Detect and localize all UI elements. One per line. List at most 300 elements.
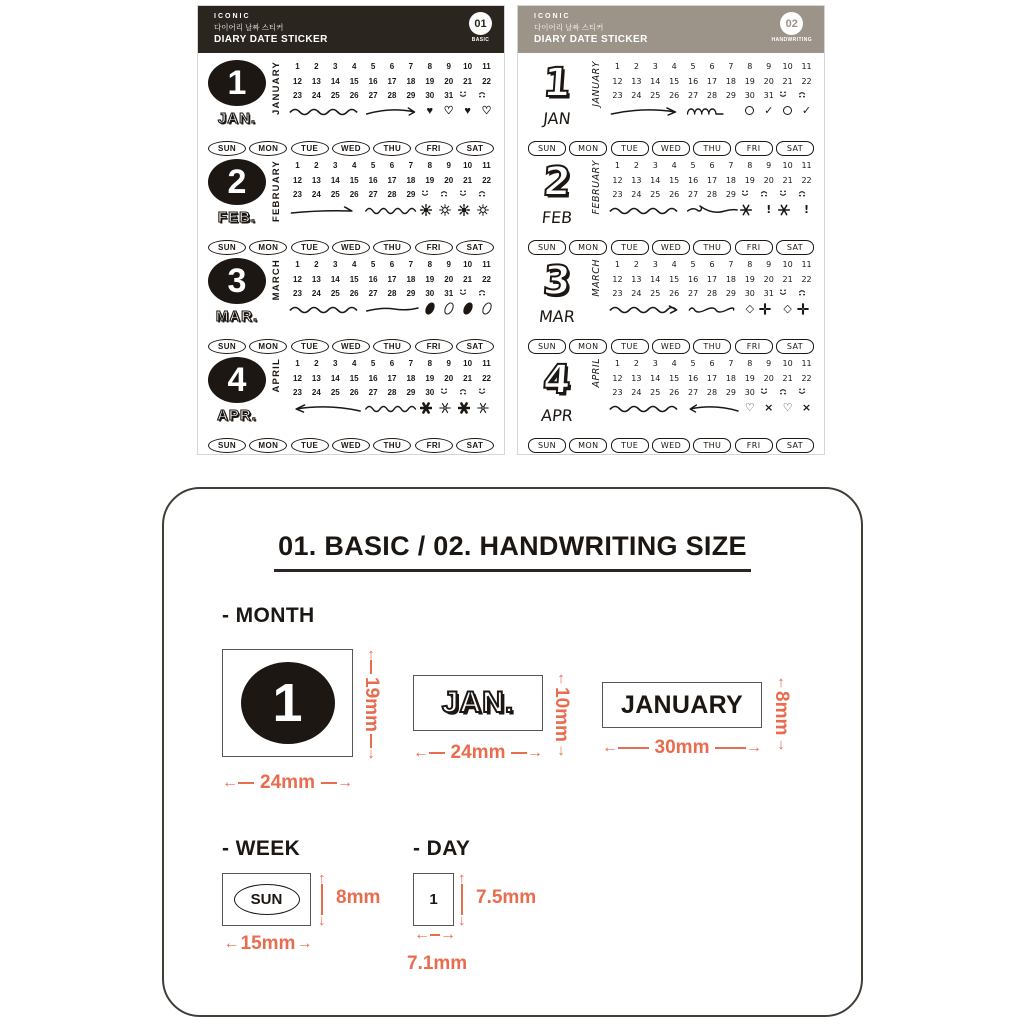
month-name-vertical (268, 356, 285, 432)
date-cell: 15 (669, 274, 680, 284)
month-block-april (206, 353, 496, 452)
date-cell: 7 (408, 359, 414, 368)
date-cell: 25 (650, 91, 661, 100)
dates-area (285, 257, 496, 333)
face-mark-icon (458, 189, 477, 201)
month-numeral-sticker: 3 (208, 258, 266, 304)
date-cell: 29 (725, 91, 736, 100)
date-cell: 5 (690, 62, 696, 71)
date-cell: 22 (801, 175, 812, 185)
date-cell: 26 (349, 289, 359, 298)
face-mark-icon (420, 189, 439, 201)
heart-filled-icon: ♥ (426, 104, 434, 117)
face-mark-icon (778, 90, 788, 99)
date-cell: 12 (612, 274, 623, 284)
date-cell: 30 (744, 388, 755, 397)
date-cell: 19 (744, 76, 755, 86)
asterisk-icon (778, 204, 790, 216)
sheet-header-basic (198, 6, 504, 53)
month-block-february (206, 155, 496, 254)
face-mark-icon (477, 90, 496, 102)
date-cell: 13 (311, 274, 321, 284)
weekday-row (526, 141, 816, 156)
date-cell: 17 (387, 274, 397, 284)
weekday-oval-fri: FRI (735, 240, 773, 255)
date-cell: 11 (801, 62, 812, 71)
month-abbr-sticker: MAR (538, 307, 576, 326)
month-name-text: FEBRUARY (271, 160, 282, 223)
arrow-right-icon: → (337, 774, 354, 791)
abbr-width-label: 24mm (450, 742, 506, 763)
month-name-text: MARCH (271, 259, 282, 301)
weekday-oval-thu: THU (373, 438, 411, 453)
brand-text: ICONIC (534, 13, 571, 20)
months-area-basic (198, 53, 504, 452)
date-cell: 16 (368, 175, 378, 185)
date-cell: 23 (612, 388, 623, 397)
month-numeral-sticker: 2 (541, 159, 573, 205)
date-cell: 10 (782, 161, 793, 170)
sparkle-icon (797, 303, 816, 315)
arrow-right-icon: → (296, 935, 313, 952)
date-cell: 23 (293, 289, 302, 298)
month-name-text: JANUARY (591, 61, 602, 107)
face-mark-icon (797, 189, 816, 201)
weekday-oval-thu: THU (373, 141, 411, 156)
date-cell: 8 (747, 359, 753, 368)
date-cell: 4 (351, 161, 357, 170)
asterisk-icon (740, 204, 752, 216)
date-cell: 20 (444, 175, 454, 185)
date-cell: 17 (706, 175, 718, 185)
date-cell: 12 (293, 274, 302, 284)
dates-grid (608, 61, 816, 102)
face-mark-icon (458, 387, 477, 399)
date-cell: 21 (463, 175, 473, 185)
flower-filled-icon (458, 402, 477, 414)
flower-filled-icon (420, 402, 439, 414)
date-cell: 31 (444, 91, 454, 100)
date-cell: 7 (728, 161, 734, 170)
month-block-march (526, 254, 816, 353)
date-cell: 24 (311, 388, 321, 397)
face-mark-icon (759, 189, 778, 201)
panel-title-wrap (164, 531, 861, 572)
weekday-oval-mon: MON (249, 438, 287, 453)
date-cell: 11 (482, 62, 491, 71)
date-cell: 15 (349, 274, 359, 284)
sun-filled-icon (420, 204, 439, 216)
date-cell: 18 (406, 373, 416, 383)
exclaim-icon: ! (804, 202, 810, 216)
date-cell: 8 (427, 260, 433, 269)
month-block-march (206, 254, 496, 353)
date-cell: 15 (669, 76, 680, 86)
flower-outline-icon (439, 402, 458, 414)
date-cell: 8 (427, 161, 433, 170)
diamond-icon: ◇ (783, 301, 792, 315)
date-cell: 6 (709, 161, 715, 170)
face-mark-icon (778, 387, 797, 399)
weekday-oval-sat: SAT (776, 240, 814, 255)
variant-label: BASIC (471, 37, 490, 43)
month-abbr-sticker: FEB (540, 208, 574, 227)
face-mark-icon (740, 189, 750, 198)
flower-outline-icon (477, 402, 489, 414)
date-cell: 19 (744, 274, 755, 284)
dates-area (605, 59, 816, 135)
wavy-line-icon (288, 104, 364, 118)
dates-grid (288, 259, 496, 300)
date-cell: 6 (709, 359, 715, 368)
date-cell: 5 (370, 161, 376, 170)
date-cell: 9 (446, 161, 451, 170)
arrow-up-icon: ↑ (458, 870, 466, 887)
date-cell: 20 (444, 274, 454, 284)
date-cell: 7 (408, 62, 414, 71)
date-cell: 7 (728, 359, 734, 368)
date-cell: 13 (631, 274, 642, 284)
date-cell: 21 (782, 76, 793, 86)
date-cell: 2 (314, 62, 319, 71)
date-cell: 16 (368, 274, 378, 284)
face-mark-icon (778, 288, 788, 297)
date-cell: 14 (330, 76, 340, 86)
symbols-row (288, 400, 496, 415)
wavyArrow-line-icon (608, 302, 684, 316)
symbols-row (608, 202, 816, 217)
sticker-sheet-basic (197, 5, 505, 455)
arrow-up-icon: ↑ (557, 670, 565, 687)
face-mark-icon (797, 288, 816, 300)
heart-outline-icon: ♡ (481, 104, 492, 117)
weekday-oval-tue: TUE (611, 438, 649, 453)
date-cell: 14 (330, 175, 340, 185)
weekday-oval-thu: THU (693, 339, 731, 354)
date-cell: 21 (463, 274, 473, 284)
date-cell: 19 (425, 373, 435, 383)
arrowL-line-icon (684, 401, 741, 415)
date-cell: 5 (690, 161, 696, 170)
weekday-oval-tue: TUE (291, 339, 329, 354)
weekday-oval-fri: FRI (415, 141, 453, 156)
date-cell: 17 (387, 76, 397, 86)
x-icon: × (801, 400, 812, 414)
date-cell: 25 (330, 289, 340, 298)
sparkle-icon (797, 303, 809, 315)
face-mark-icon (477, 288, 496, 300)
dates-area (605, 257, 816, 333)
date-cell: 18 (725, 76, 736, 86)
arrow-up-icon: ↑ (367, 646, 375, 663)
face-mark-icon (477, 288, 487, 297)
month-numeral-sticker: 4 (208, 357, 266, 403)
date-cell: 8 (427, 62, 433, 71)
ellipse-filled-shape (461, 301, 474, 316)
day-height-label: 7.5mm (476, 887, 537, 908)
date-cell: 15 (349, 175, 359, 185)
weekday-oval-mon: MON (249, 141, 287, 156)
month-numeral-sticker: 4 (541, 357, 573, 403)
dates-area (285, 59, 496, 135)
date-cell: 28 (706, 91, 718, 100)
week-height-dimension (318, 870, 326, 929)
weekday-oval-thu: THU (373, 240, 411, 255)
weekday-oval-tue: TUE (291, 141, 329, 156)
subtitle-korean: 다이어리 날짜 스티커 (534, 23, 604, 32)
face-mark-icon (458, 189, 468, 198)
numeral-sticker-sample: 1 (241, 662, 335, 744)
date-cell: 29 (725, 190, 736, 199)
date-cell: 3 (333, 260, 338, 269)
weekday-oval-wed: WED (332, 240, 370, 255)
weekday-oval-fri: FRI (415, 339, 453, 354)
face-mark-icon (778, 387, 788, 396)
circle-icon (778, 104, 797, 118)
month-numeral-sample-box (222, 649, 353, 757)
date-cell: 28 (387, 91, 397, 100)
date-cell: 3 (652, 260, 658, 269)
weekday-oval-mon: MON (569, 438, 607, 453)
weekday-row (526, 339, 816, 354)
dates-grid (608, 358, 816, 399)
week-width-dimension (218, 933, 318, 955)
circle-icon (740, 104, 759, 118)
weekday-oval-wed: WED (332, 141, 370, 156)
date-cell: 4 (671, 62, 677, 71)
month-abbr-sticker: APR. (217, 407, 257, 424)
month-name-text: APRIL (591, 358, 602, 388)
date-cell: 27 (687, 289, 699, 298)
month-numeral-sticker: 3 (541, 258, 573, 304)
date-cell: 11 (482, 359, 491, 368)
day-width-arrow (414, 927, 456, 943)
date-cell: 1 (614, 359, 620, 368)
date-cell: 20 (763, 76, 774, 86)
face-mark-icon (797, 189, 807, 198)
month-name-sample-box (602, 682, 762, 728)
weekday-oval-thu: THU (693, 438, 731, 453)
date-cell: 26 (669, 91, 680, 100)
arrow-left-icon: ← (602, 739, 618, 756)
date-cell: 7 (728, 260, 734, 269)
date-cell: 26 (349, 91, 359, 100)
weekday-oval-wed: WED (652, 141, 690, 156)
ellipse-filled-icon (420, 302, 439, 316)
date-cell: 2 (314, 359, 319, 368)
date-cell: 1 (614, 161, 620, 170)
weekday-oval-sun: SUN (528, 240, 566, 255)
date-cell: 26 (669, 289, 680, 298)
date-cell: 13 (311, 76, 321, 86)
date-cell: 15 (349, 76, 359, 86)
date-cell: 4 (671, 359, 677, 368)
face-mark-icon (778, 90, 797, 102)
date-cell: 23 (612, 91, 623, 100)
week-width-label: 15mm (240, 933, 296, 954)
wavy-line-icon (608, 401, 684, 415)
month-name-vertical (588, 356, 605, 432)
date-cell: 13 (631, 76, 642, 86)
date-cell: 27 (687, 388, 699, 397)
weekday-oval-sun: SUN (208, 141, 246, 156)
weekday-oval-tue: TUE (611, 339, 649, 354)
face-mark-icon (458, 288, 477, 300)
date-cell: 15 (669, 175, 680, 185)
date-cell: 28 (387, 289, 397, 298)
dates-area (605, 158, 816, 234)
date-cell: 4 (671, 260, 677, 269)
date-cell: 26 (669, 388, 680, 397)
date-cell: 28 (706, 388, 718, 397)
date-cell: 19 (744, 175, 755, 185)
date-cell: 22 (482, 373, 491, 383)
month-name-text: FEBRUARY (591, 160, 602, 215)
exclaim-icon: ! (766, 202, 772, 216)
weekday-oval-wed: WED (332, 438, 370, 453)
date-cell: 5 (690, 260, 696, 269)
sheet-title: DIARY DATE STICKER (214, 34, 328, 45)
month-block-january (526, 56, 816, 155)
brand-text: ICONIC (214, 13, 251, 20)
circle-shape (745, 106, 754, 115)
date-cell: 23 (293, 388, 302, 397)
date-cell: 9 (446, 260, 451, 269)
date-cell: 18 (406, 76, 416, 86)
dates-grid (608, 259, 816, 300)
sparkle-icon (759, 303, 771, 315)
date-cell: 17 (387, 175, 397, 185)
sparkle-icon (759, 303, 778, 315)
circle-shape (783, 106, 792, 115)
month-left-column (206, 257, 268, 333)
date-cell: 13 (311, 373, 321, 383)
symbols-row (608, 301, 816, 316)
weekday-oval-fri: FRI (735, 339, 773, 354)
arrow-down-icon: ↓ (557, 742, 565, 760)
date-cell: 18 (725, 175, 736, 185)
date-cell: 16 (368, 76, 378, 86)
date-cell: 25 (330, 91, 340, 100)
date-cell: 17 (387, 373, 397, 383)
weekday-oval-wed: WED (652, 339, 690, 354)
month-name-vertical (588, 257, 605, 333)
sun-outline-icon (477, 204, 489, 216)
date-cell: 28 (387, 388, 397, 397)
date-cell: 18 (406, 175, 416, 185)
month-left-column (526, 158, 588, 234)
wavy-line-icon (608, 203, 684, 217)
date-cell: 22 (482, 274, 491, 284)
date-cell: 20 (444, 373, 454, 383)
date-cell: 20 (763, 175, 774, 185)
month-abbr-sticker: MAR. (215, 308, 259, 325)
weekday-oval-wed: WED (332, 339, 370, 354)
date-cell: 6 (389, 260, 395, 269)
month-numeral-sticker: 1 (208, 60, 266, 106)
symbols-row (288, 202, 496, 217)
date-cell: 21 (782, 175, 793, 185)
name-height-label: 8mm (771, 691, 792, 736)
numeral-height-label: 19mm (361, 676, 382, 732)
asterisk-icon (778, 204, 797, 216)
face-mark-icon (439, 189, 458, 201)
date-cell: 10 (782, 359, 793, 368)
month-top (206, 257, 496, 333)
week-sample-box (222, 873, 311, 926)
month-numeral-sticker: 1 (541, 60, 573, 106)
month-top (206, 356, 496, 432)
date-cell: 16 (687, 373, 699, 383)
face-mark-icon (797, 387, 816, 399)
face-mark-icon (740, 189, 759, 201)
arrow-down-icon: ↓ (318, 911, 326, 929)
month-top (206, 158, 496, 234)
date-cell: 2 (314, 260, 319, 269)
weekday-oval-mon: MON (569, 141, 607, 156)
date-cell: 24 (631, 91, 642, 100)
abbr-sticker-sample: JAN. (441, 686, 515, 719)
date-cell: 27 (368, 289, 378, 298)
face-mark-icon (477, 189, 496, 201)
sun-outline-icon (439, 204, 458, 216)
date-cell: 10 (463, 260, 473, 269)
heart-outline-icon: ♡ (744, 400, 755, 414)
date-cell: 6 (389, 161, 395, 170)
wavy-line-icon (288, 302, 364, 316)
date-cell: 13 (631, 373, 642, 383)
date-cell: 26 (349, 190, 359, 199)
date-cell: 8 (747, 260, 753, 269)
subtitle-korean: 다이어리 날짜 스티커 (214, 23, 284, 32)
date-cell: 25 (330, 388, 340, 397)
weekday-oval-sat: SAT (456, 438, 494, 453)
date-cell: 5 (370, 62, 376, 71)
date-cell: 3 (652, 62, 658, 71)
date-cell: 9 (446, 62, 451, 71)
date-cell: 9 (766, 359, 772, 368)
date-cell: 30 (744, 289, 755, 298)
month-numeral-sticker: 2 (208, 159, 266, 205)
weekday-oval-sat: SAT (776, 339, 814, 354)
date-cell: 3 (333, 161, 338, 170)
date-cell: 20 (763, 274, 774, 284)
date-cell: 16 (687, 274, 699, 284)
date-cell: 14 (330, 274, 340, 284)
weekday-oval-fri: FRI (415, 240, 453, 255)
month-name-text: APRIL (271, 358, 282, 393)
date-cell: 3 (333, 359, 338, 368)
date-cell: 6 (389, 62, 395, 71)
date-cell: 19 (425, 175, 435, 185)
month-left-column (526, 356, 588, 432)
date-cell: 12 (612, 76, 623, 86)
sun-filled-icon (458, 204, 477, 216)
date-cell: 1 (295, 260, 300, 269)
weekday-oval-wed: WED (652, 438, 690, 453)
day-height-dimension (458, 870, 466, 929)
weekday-oval-thu: THU (693, 141, 731, 156)
date-cell: 2 (633, 161, 639, 170)
date-cell: 14 (650, 175, 661, 185)
symbols-row (608, 103, 816, 118)
day-sticker-sample: 1 (429, 891, 438, 908)
month-left-column (206, 356, 268, 432)
date-cell: 11 (801, 359, 812, 368)
date-cell: 4 (671, 161, 677, 170)
arrow-left-icon: ← (414, 926, 430, 943)
dates-grid (288, 358, 496, 399)
